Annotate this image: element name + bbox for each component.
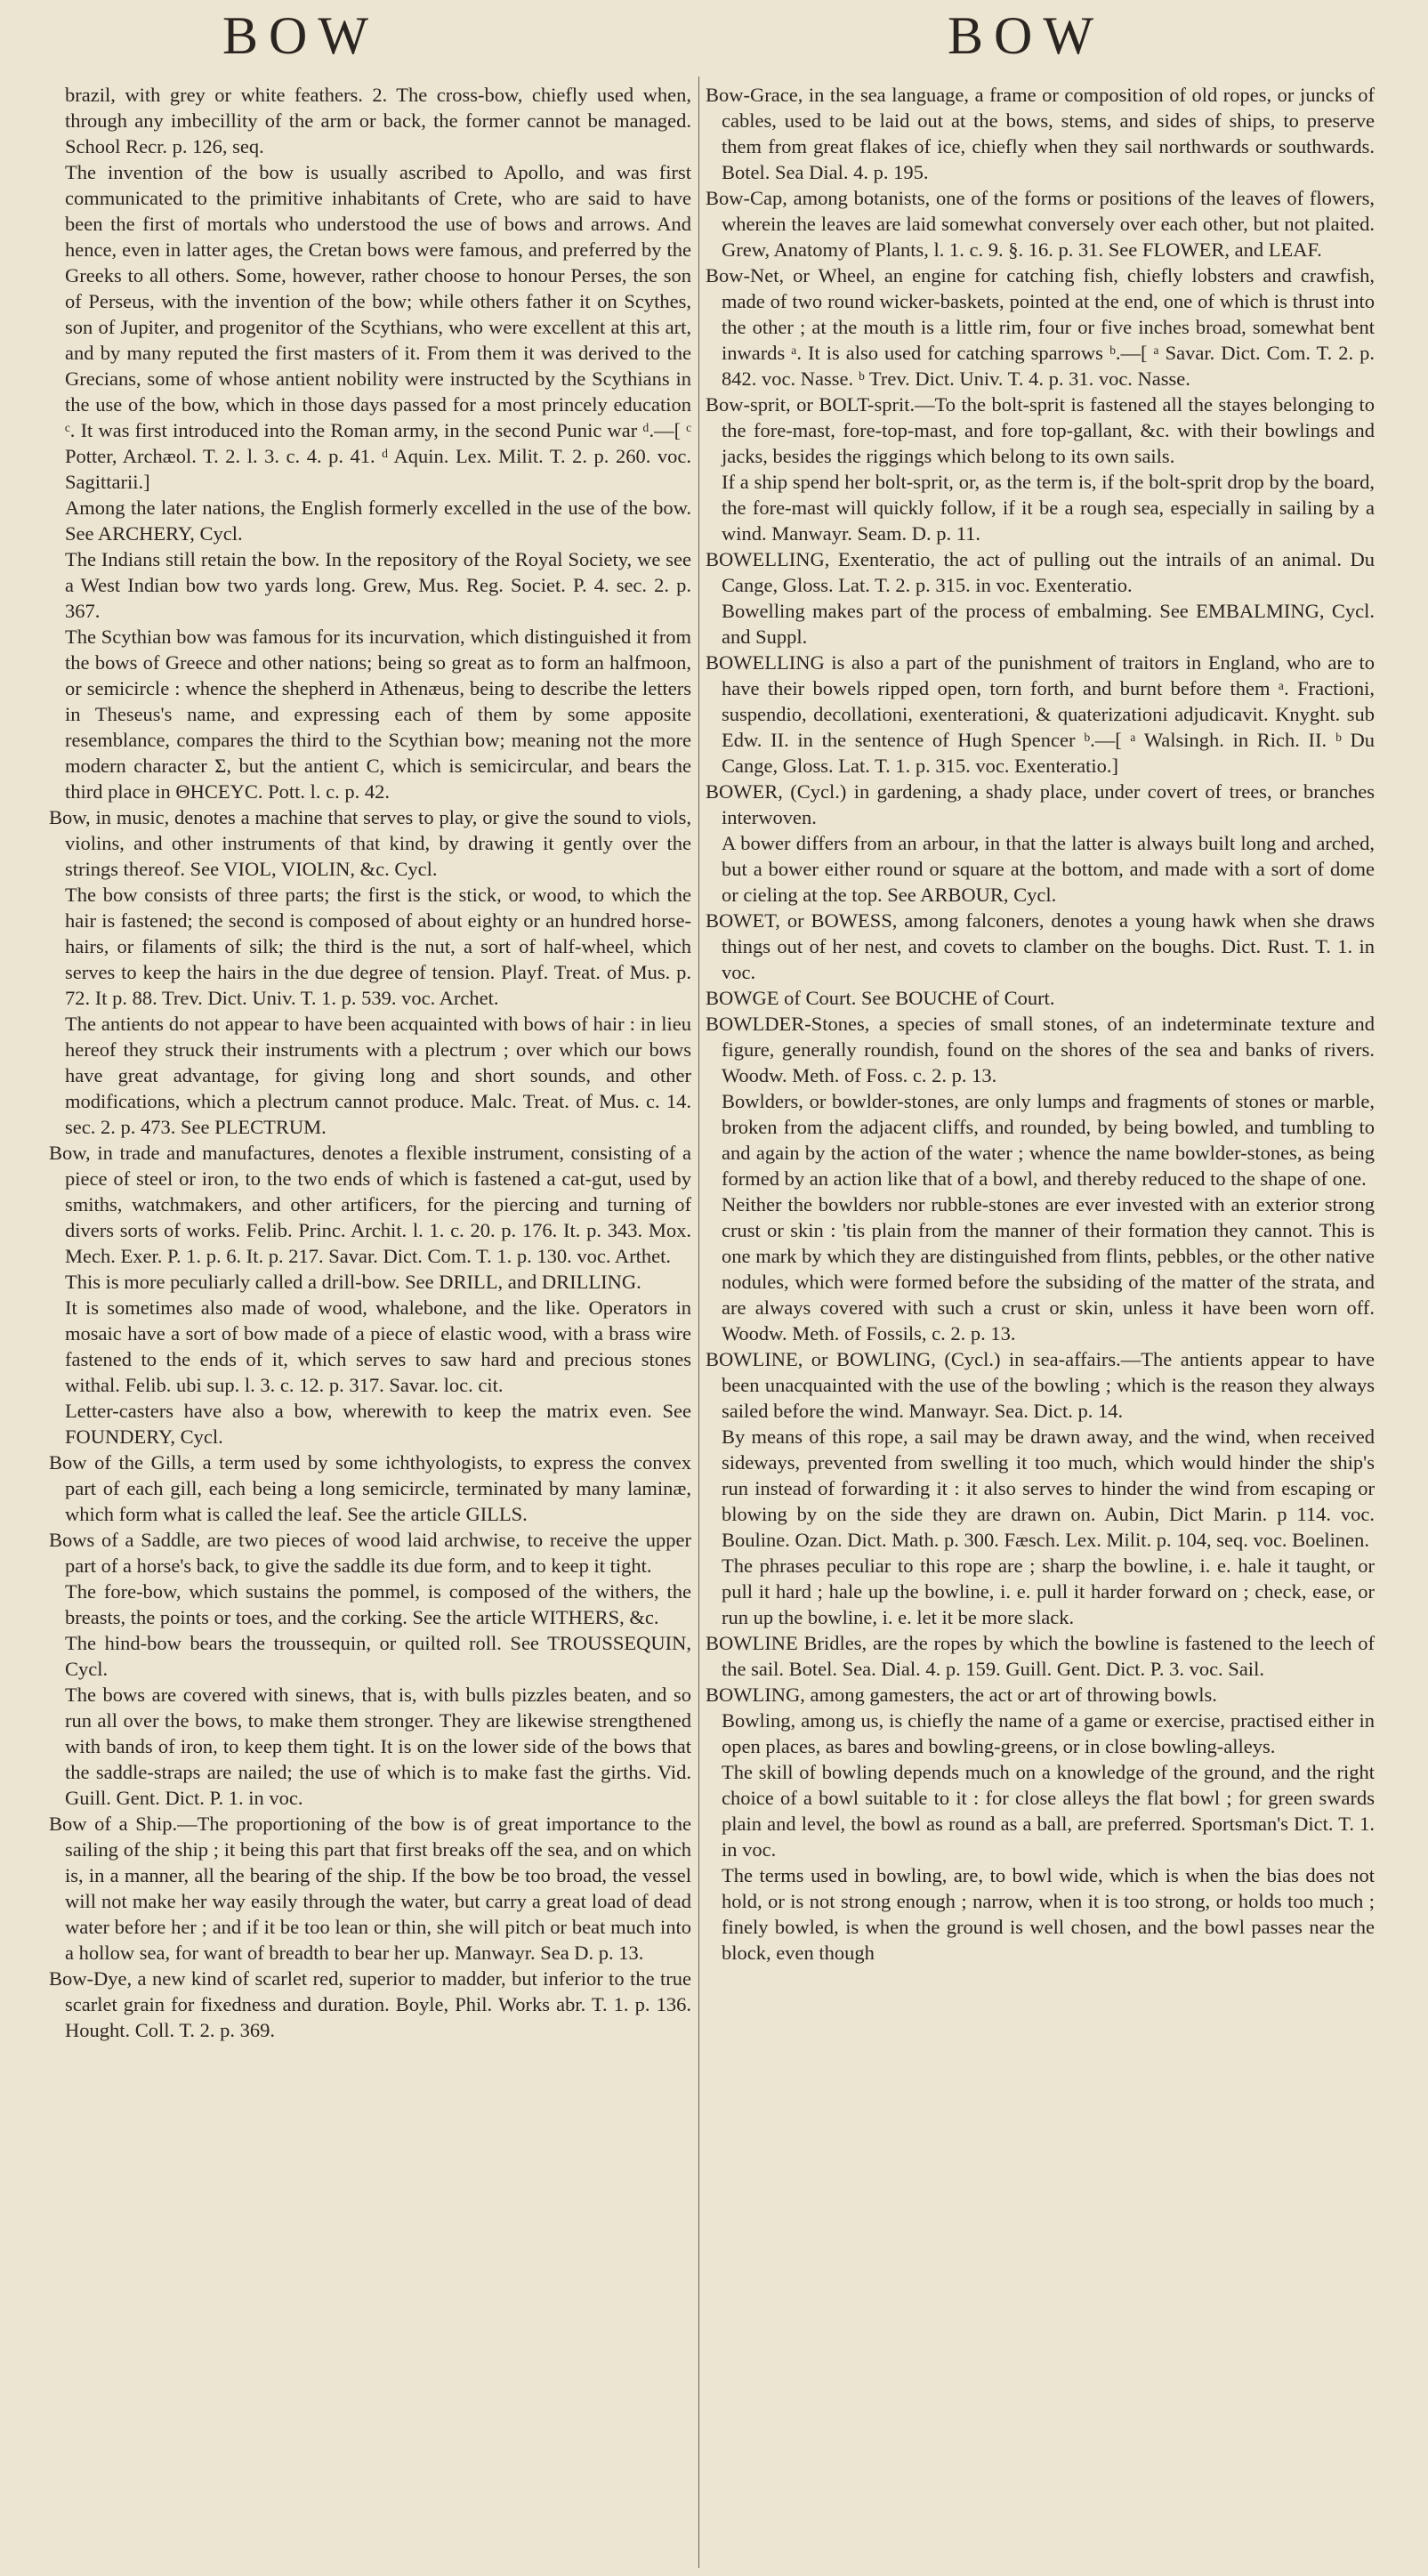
dictionary-entry: Bowling, among us, is chiefly the name of a game or exercise, practised either in open places, as bares and bowling-greens, or in close bowling-alleys. [722,1709,1375,1757]
dictionary-entry: By means of this rope, a sail may be drawn away, and the wind, when received sideways, prevented from swelling it too much, which would hinder the ship's run instead of forwarding it : it also serves to hinder the wind from escaping or blowing by on the side they are drawn on. Aubin, Dict Marin. p 114. voc. Bouline. Ozan. Dict. Math. p. 300. Fæsch. Lex. Milit. p. 104, seq. voc. Boelinen. [722,1425,1375,1551]
running-head [0,5,1428,77]
dictionary-entry: The bow consists of three parts; the first is the stick, or wood, to which the hair is fastened; the second is composed of about eighty or an hundred horse-hairs, or filaments of silk; the third is the nut, a sort of half-wheel, which serves to keep the hairs in the due degree of tension. Playf. Treat. of Mus. p. 72. It p. 88. Trev. Dict. Univ. T. 1. p. 539. voc. Archet. [65,884,691,1009]
dictionary-entry: The skill of bowling depends much on a knowledge of the ground, and the right choice of a bowl suitable to it : for close alleys the flat bowl ; for green swards plain and level, the bowl as round as a ball, are preferred. Sportsman's Dict. T. 1. in voc. [722,1761,1375,1861]
dictionary-entry: A bower differs from an arbour, in that the latter is always built long and arched, but a bower either round or square at the bottom, and made with a sort of dome or cieling at the top. See ARBOUR, Cycl. [722,832,1375,906]
dictionary-entry: Bow of a Ship.—The proportioning of the bow is of great importance to the sailing of the ship ; it being this part that first breaks off the sea, and on which is, in a manner, all the bearing of the ship. If the bow be too broad, the vessel will not make her way easily through the water, but carry a great load of dead water before her ; and if it be too lean or thin, she will pitch or beat much into a hollow sea, for want of breadth to bear her up. Manwayr. Sea D. p. 13. [49,1813,691,1964]
dictionary-entry: Bow-Grace, in the sea language, a frame or composition of old ropes, or juncks of cables, used to be laid out at the bows, stems, and sides of ships, to preserve them from great flakes of ice, chiefly when they sail northwards or southwards. Botel. Sea Dial. 4. p. 195. [706,84,1375,183]
dictionary-entry: BOWET, or BOWESS, among falconers, denotes a young hawk when she draws things out of her nest, and covets to clamber on the boughs. Dict. Rust. T. 1. in voc. [706,909,1375,983]
dictionary-entry: Bow-Net, or Wheel, an engine for catching fish, chiefly lobsters and crawfish, made of two round wicker-baskets, pointed at the end, one of which is thrust into the other ; at the mouth is a little rim, four or five inches broad, somewhat bent inwards ᵃ. It is also used for catching sparrows ᵇ.—[ ᵃ Savar. Dict. Com. T. 2. p. 842. voc. Nasse. ᵇ Trev. Dict. Univ. T. 4. p. 31. voc. Nasse. [706,264,1375,390]
dictionary-entry: Bow-Cap, among botanists, one of the forms or positions of the leaves of flowers, wherein the leaves are laid somewhat conversely over each other, but not plaited. Grew, Anatomy of Plants, l. 1. c. 9. §. 16. p. 31. See FLOWER, and LEAF. [706,187,1375,261]
column-divider [698,77,699,2568]
dictionary-entry: Letter-casters have also a bow, wherewith to keep the matrix even. See FOUNDERY, Cycl. [65,1400,691,1448]
dictionary-entry: Bowelling makes part of the process of embalming. See EMBALMING, Cycl. and Suppl. [722,600,1375,648]
dictionary-entry: Bow, in trade and manufactures, denotes a flexible instrument, consisting of a piece of steel or iron, to the two ends of which is fastened a cat-gut, used by smiths, watchmakers, and other artificers, for the piercing and turning of divers sorts of works. Felib. Princ. Archit. l. 1. c. 20. p. 176. It. p. 343. Mox. Mech. Exer. P. 1. p. 6. It. p. 217. Savar. Dict. Com. T. 1. p. 130. voc. Arthet. [49,1142,691,1267]
left-column [49,82,691,2569]
dictionary-entry: If a ship spend her bolt-sprit, or, as the term is, if the bolt-sprit drop by the board, the fore-mast will quickly follow, if it be a rough sea, especially in sailing by a wind. Manwayr. Seam. D. p. 11. [722,471,1375,545]
dictionary-entry: The invention of the bow is usually ascribed to Apollo, and was first communicated to the primitive inhabitants of Crete, who are said to have been the first of mortals who understood the use of bows and arrows. And hence, even in latter ages, the Cretan bows were famous, and preferred by the Greeks to all others. Some, however, rather choose to honour Perses, the son of Perseus, with the invention of the bow; while others father it on Scythes, son of Jupiter, and progenitor of the Scythians, who were excellent at this art, and by many reputed the first masters of it. From them it was derived to the Grecians, some of whose antient nobility were instructed by the Scythians in the use of the bow, which in those days passed for a most princely education ᶜ. It was first introduced into the Roman army, in the second Punic war ᵈ.—[ ᶜ Potter, Archæol. T. 2. l. 3. c. 4. p. 41. ᵈ Aquin. Lex. Milit. T. 2. p. 260. voc. Sagittarii.] [65,161,691,493]
dictionary-entry: The Indians still retain the bow. In the repository of the Royal Society, we see a West Indian bow two yards long. Grew, Mus. Reg. Societ. P. 4. sec. 2. p. 367. [65,548,691,622]
dictionary-entry: BOWLINE, or BOWLING, (Cycl.) in sea-affairs.—The antients appear to have been unacquainted with the use of the bowling ; which is the reason they always sailed before the wind. Manwayr. Sea. Dict. p. 14. [706,1348,1375,1422]
dictionary-entry: BOWLDER-Stones, a species of small stones, of an indeterminate texture and figure, generally roundish, found on the shores of the sea and banks of rivers. Woodw. Meth. of Foss. c. 2. p. 13. [706,1013,1375,1086]
dictionary-entry: Bow-Dye, a new kind of scarlet red, superior to madder, but inferior to the true scarlet grain for fixedness and duration. Boyle, Phil. Works abr. T. 1. p. 136. Hought. Coll. T. 2. p. 369. [49,1967,691,2041]
dictionary-entry: Bows of a Saddle, are two pieces of wood laid archwise, to receive the upper part of a horse's back, to give the saddle its due form, and to keep it tight. [49,1529,691,1577]
dictionary-entry: Neither the bowlders nor rubble-stones are ever invested with an exterior strong crust or skin : 'tis plain from the manner of their formation they cannot. This is one mark by which they are distinguished from flints, pebbles, or the other native nodules, which were formed before the subsiding of the matter of the strata, and are always covered with such a crust or skin, unless it have been worn off. Woodw. Meth. of Fossils, c. 2. p. 13. [722,1193,1375,1345]
dictionary-entry: The fore-bow, which sustains the pommel, is composed of the withers, the breasts, the points or toes, and the corking. See the article WITHERS, &c. [65,1580,691,1628]
running-head-right: BOW [948,6,1104,65]
dictionary-entry: BOWER, (Cycl.) in gardening, a shady place, under covert of trees, or branches interwoven. [706,780,1375,828]
dictionary-entry: Bow, in music, denotes a machine that serves to play, or give the sound to viols, violins, and other instruments of that kind, by drawing it gently over the strings thereof. See VIOL, VIOLIN, &c. Cycl. [49,806,691,880]
dictionary-entry: It is sometimes also made of wood, whalebone, and the like. Operators in mosaic have a sort of bow made of a piece of elastic wood, with a brass wire fastened to the ends of it, which serves to saw hard and precious stones withal. Felib. ubi sup. l. 3. c. 12. p. 317. Savar. loc. cit. [65,1296,691,1396]
dictionary-entry: The terms used in bowling, are, to bowl wide, which is when the bias does not hold, or is not strong enough ; narrow, when it is too strong, or holds too much ; finely bowled, is when the ground is well chosen, and the bowl passes near the block, even though [722,1864,1375,1964]
running-head-left: BOW [222,6,379,65]
dictionary-entry: Bow of the Gills, a term used by some ichthyologists, to express the convex part of each gill, each being a long semicircle, terminated by many laminæ, which form what is called the leaf. See the article GILLS. [49,1451,691,1525]
dictionary-entry: The Scythian bow was famous for its incurvation, which distinguished it from the bows of Greece and other nations; being so great as to form an halfmoon, or semicircle : whence the shepherd in Athenæus, being to describe the letters in Theseus's name, and expressing each of them by some apposite resemblance, compares the third to the Scythian bow; meaning not the more modern character Σ, but the antient C, which is semicircular, and bears the third place in ΘΗCΕΥC. Pott. l. c. p. 42. [65,626,691,803]
dictionary-entry: The bows are covered with sinews, that is, with bulls pizzles beaten, and so run all over the bows, to make them stronger. They are likewise strengthened with bands of iron, to keep them tight. It is on the lower side of the bows that the saddle-straps are nailed; the use of which is to make fast the girths. Vid. Guill. Gent. Dict. P. 1. in voc. [65,1684,691,1809]
dictionary-entry: BOWGE of Court. See BOUCHE of Court. [706,987,1055,1009]
dictionary-entry: BOWELLING is also a part of the punishment of traitors in England, who are to have their bowels ripped open, torn forth, and burnt before them ᵃ. Fractioni, suspendio, decollationi, exenterationi, & quaterizationi adjudicavit. Knyght. sub Edw. II. in the sentence of Hugh Spencer ᵇ.—[ ᵃ Walsingh. in Rich. II. ᵇ Du Cange, Gloss. Lat. T. 1. p. 315. voc. Exenteratio.] [706,651,1375,777]
dictionary-entry: BOWELLING, Exenteratio, the act of pulling out the intrails of an animal. Du Cange, Gloss. Lat. T. 2. p. 315. in voc. Exenteratio. [706,548,1375,596]
dictionary-entry: The phrases peculiar to this rope are ; sharp the bowline, i. e. hale it taught, or pull it hard ; hale up the bowline, i. e. pull it harder forward on ; check, ease, or run up the bowline, i. e. let it be more slack. [722,1554,1375,1628]
dictionary-entry: The hind-bow bears the troussequin, or quilted roll. See TROUSSEQUIN, Cycl. [65,1632,691,1680]
dictionary-entry: brazil, with grey or white feathers. 2. The cross-bow, chiefly used when, through any imbecillity of the arm or back, the former cannot be managed. School Recr. p. 126, seq. [65,84,691,157]
dictionary-entry: BOWLING, among gamesters, the act or art of throwing bowls. [706,1684,1217,1706]
dictionary-entry: Among the later nations, the English formerly excelled in the use of the bow. See ARCHERY, Cycl. [65,497,691,545]
dictionary-entry: This is more peculiarly called a drill-bow. See DRILL, and DRILLING. [65,1271,641,1293]
right-column [706,82,1375,2569]
dictionary-entry: Bow-sprit, or BOLT-sprit.—To the bolt-sprit is fastened all the stayes belonging to the fore-mast, fore-top-mast, and fore top-gallant, &c. with their bowlings and jacks, besides the riggings which belong to its own sails. [706,393,1375,467]
dictionary-entry: BOWLINE Bridles, are the ropes by which the bowline is fastened to the leech of the sail. Botel. Sea. Dial. 4. p. 159. Guill. Gent. Dict. P. 3. voc. Sail. [706,1632,1375,1680]
dictionary-entry: The antients do not appear to have been acquainted with bows of hair : in lieu hereof they struck their instruments with a plectrum ; over which our bows have great advantage, for giving long and short sounds, and other modifications, which a plectrum cannot produce. Malc. Treat. of Mus. c. 14. sec. 2. p. 473. See PLECTRUM. [65,1013,691,1138]
dictionary-entry: Bowlders, or bowlder-stones, are only lumps and fragments of stones or marble, broken from the adjacent cliffs, and rounded, by being bowled, and tumbling to and again by the action of the water ; whence the name bowlder-stones, as being formed by an action like that of a bowl, and thereby reduced to the shape of one. [722,1090,1375,1190]
